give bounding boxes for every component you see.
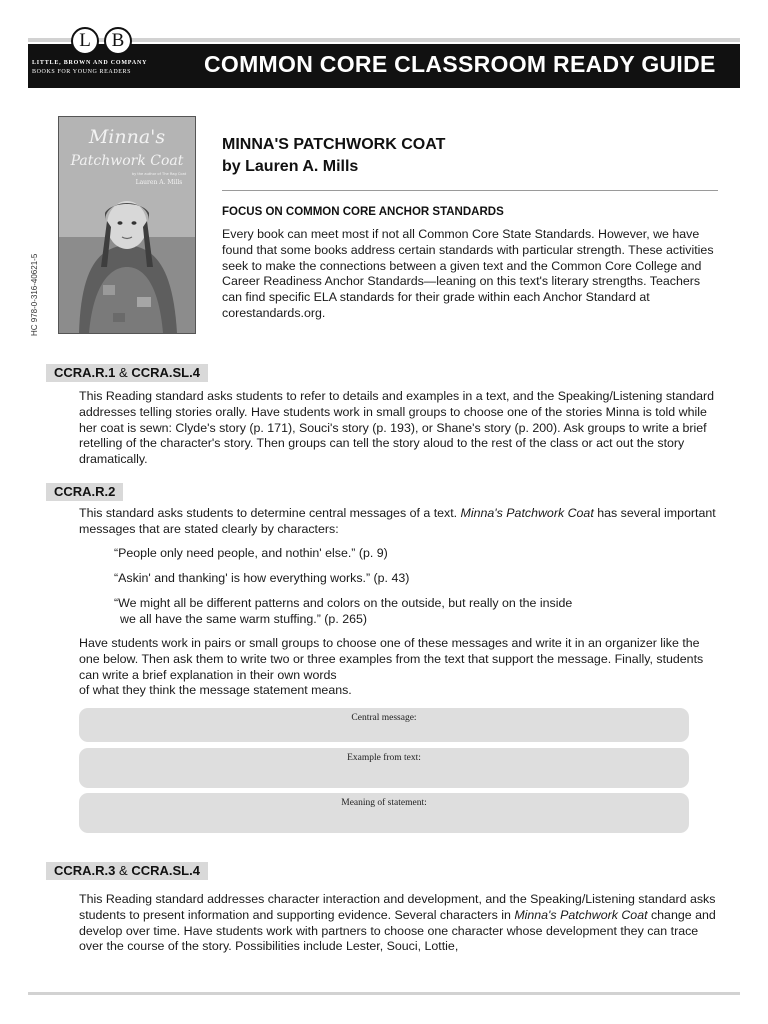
title-divider bbox=[222, 190, 718, 191]
logo-letter-l: L bbox=[71, 27, 99, 55]
intro-text: has several important messages that are stated clearly by characters: bbox=[79, 506, 716, 536]
logo-mark bbox=[68, 24, 138, 58]
page-header bbox=[28, 30, 740, 88]
standard-code: CCRA.R.2 bbox=[54, 484, 116, 499]
standard-code: CCRA.SL.4 bbox=[131, 863, 200, 878]
quote-3 bbox=[114, 596, 674, 628]
section-r3-body bbox=[79, 892, 721, 955]
activity-text: Have students work in pairs or small groups to choose one of these messages and write it in an organizer like the one below. Then ask them to write two or three examples from the text that support the message. Finally, students can write a brief explanation in their own words bbox=[79, 636, 704, 682]
quote-3-line-2: we all have the same warm stuffing.” (p. 265) bbox=[120, 611, 368, 626]
standard-label-r1-sl4 bbox=[46, 364, 208, 382]
book-cover-image bbox=[58, 116, 196, 334]
logo-letter-b: B bbox=[104, 27, 132, 55]
standard-code: CCRA.SL.4 bbox=[131, 365, 200, 380]
book-title: MINNA'S PATCHWORK COAT bbox=[222, 136, 446, 153]
standard-label-r3-sl4 bbox=[46, 862, 208, 880]
quote-1: “People only need people, and nothin' else.” (p. 9) bbox=[114, 546, 388, 560]
cover-title-line-1: Minna's bbox=[88, 126, 166, 148]
isbn-number: HC 978-0-316-40621-5 bbox=[30, 253, 39, 336]
book-title-italic: Minna's Patchwork Coat bbox=[460, 506, 594, 520]
book-title-block bbox=[222, 134, 702, 178]
cover-title-line-2: Patchwork Coat bbox=[70, 153, 184, 169]
bottom-rule bbox=[28, 992, 740, 995]
organizer-meaning bbox=[79, 793, 689, 833]
standard-code: CCRA.R.1 bbox=[54, 365, 116, 380]
publisher-logo bbox=[28, 24, 198, 88]
organizer-central-message bbox=[79, 708, 689, 742]
section-r2-activity bbox=[79, 636, 721, 699]
standard-code: CCRA.R.3 bbox=[54, 863, 116, 878]
section-r2-intro bbox=[79, 506, 721, 538]
book-author: by Lauren A. Mills bbox=[222, 158, 359, 175]
publisher-imprint: BOOKS FOR YOUNG READERS bbox=[32, 69, 132, 75]
organizer-example bbox=[79, 748, 689, 788]
intro-text: This standard asks students to determine central messages of a text. bbox=[79, 506, 461, 520]
standard-label-r2 bbox=[46, 483, 123, 501]
activity-text-end: of what they think the message statement means. bbox=[79, 683, 352, 698]
organizer-label: Meaning of statement: bbox=[341, 798, 427, 808]
focus-body: Every book can meet most if not all Common Core State Standards. However, we have found that some books address certain standards with particular strength. These activities seek to make the connections between a given text and the Common Core College and Career Readiness Anchor Standards—leaning on this text's literary strengths. Teachers can find specific ELA standards for their grade within each Anchor Standard at corestandards.org. bbox=[222, 227, 714, 320]
cover-illustration bbox=[59, 117, 195, 333]
guide-title: COMMON CORE CLASSROOM READY GUIDE bbox=[204, 51, 716, 77]
ampersand: & bbox=[119, 863, 128, 878]
organizer-label: Central message: bbox=[351, 713, 417, 723]
organizer-label: Example from text: bbox=[347, 753, 421, 763]
section-r1-body: This Reading standard asks students to refer to details and examples in a text, and the Speaking/Listening standard addresses telling stories orally. Have students work in small groups to choose one of the stories Minna is told while her coat is sewn: Clyde's story (p. 171), Souci's story (p. 193), or Shane's story (p. 200). Ask groups to write a brief retelling of the character's story. Then groups can tell the story aloud to the rest of the class or act out the story dramatically. bbox=[79, 389, 715, 467]
body-text: change and develop over time. Have students work with partners to choose one character whose development they can trace over the course of the story. Possibilities include Lester, Souci, Lottie, bbox=[79, 907, 716, 954]
cover-author: Lauren A. Mills bbox=[135, 179, 183, 186]
ampersand: & bbox=[119, 365, 128, 380]
cover-tagline: by the author of The Rag Coat bbox=[131, 172, 187, 176]
book-title-italic: Minna's Patchwork Coat bbox=[514, 907, 648, 922]
focus-heading: FOCUS ON COMMON CORE ANCHOR STANDARDS bbox=[222, 206, 504, 218]
body-text: This Reading standard addresses character interaction and development, and the Speaking/Listening standard asks students to present information and supporting evidence. Several characters in bbox=[79, 892, 716, 922]
quote-3-line-1: “We might all be different patterns and colors on the outside, but really on the inside bbox=[114, 596, 573, 610]
publisher-name: LITTLE, BROWN AND COMPANY bbox=[32, 60, 148, 66]
quote-2: “Askin' and thanking' is how everything works.” (p. 43) bbox=[114, 571, 410, 585]
